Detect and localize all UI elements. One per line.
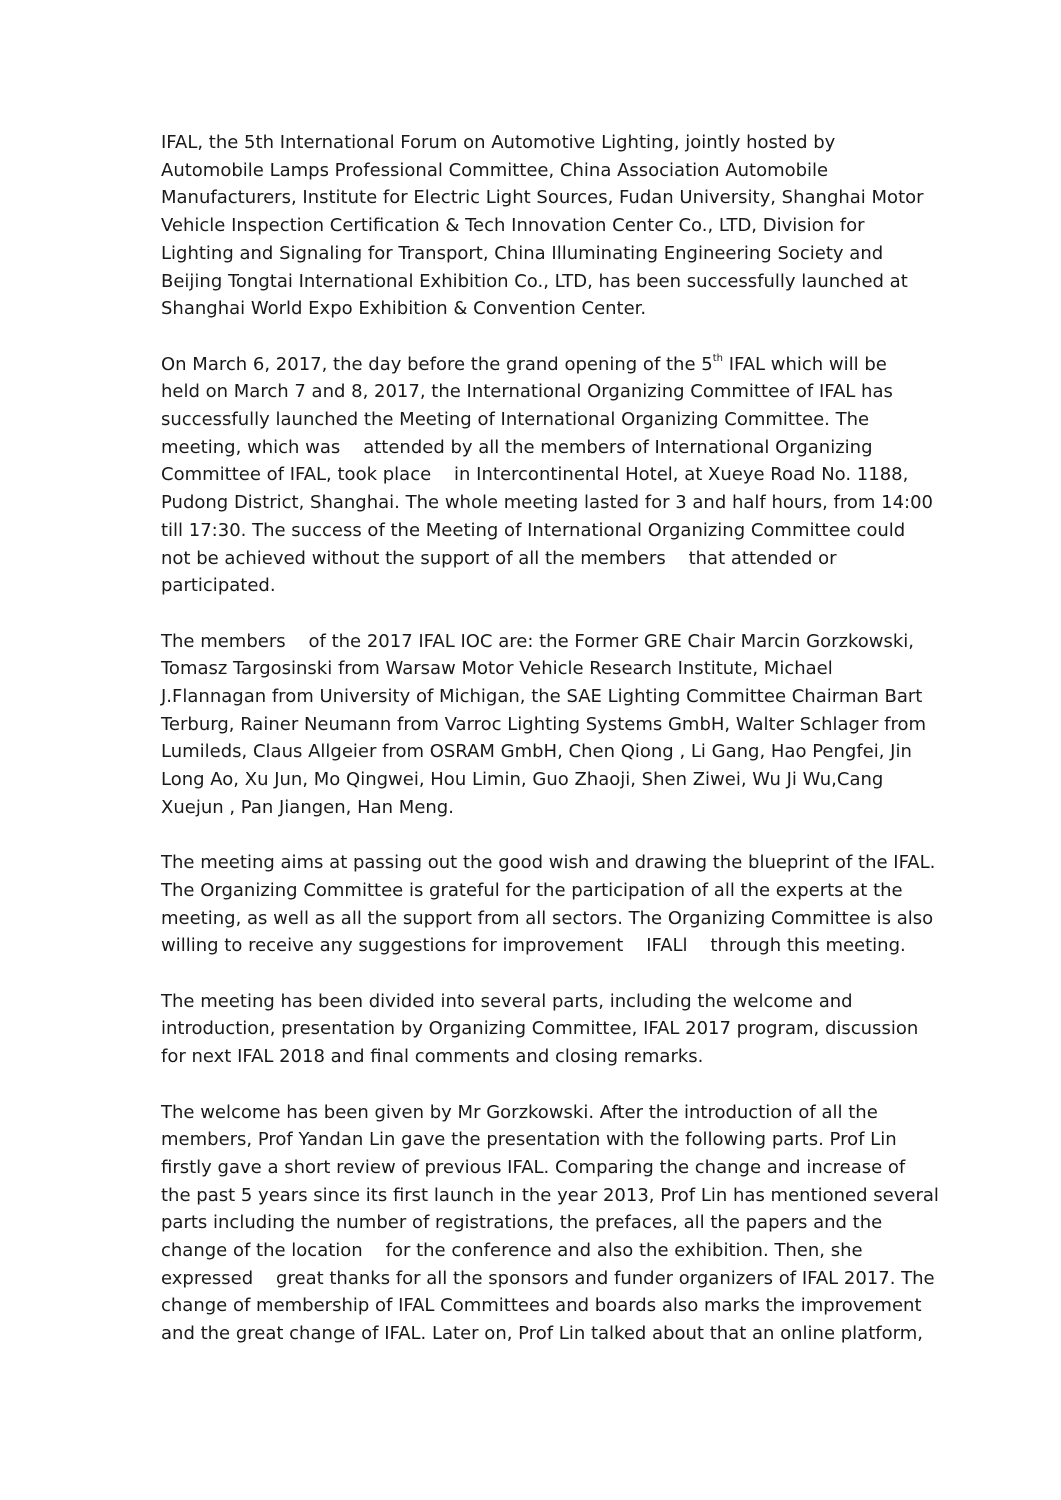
- text-line: The members of the 2017 IFAL IOC are: the Former GRE Chair Marcin Gorzkowski,: [161, 630, 915, 652]
- text-line: [161, 351, 921, 379]
- text-line: Shanghai World Expo Exhibition & Convention Center.: [161, 298, 647, 320]
- text-line: meeting, as well as all the support from all sectors. The Organizing Committee is also: [161, 907, 934, 929]
- text-line: willing to receive any suggestions for improvement IFALl through this meeting.: [161, 935, 906, 957]
- text-line: Vehicle Inspection Certification & Tech Innovation Center Co., LTD, Division for: [161, 215, 865, 237]
- text-line: IFAL, the 5th International Forum on Automotive Lighting, jointly hosted by: [161, 132, 836, 153]
- text-line: held on March 7 and 8, 2017, the International Organizing Committee of IFAL has: [161, 381, 893, 403]
- paragraph-intro: [161, 129, 924, 323]
- document-body: [161, 129, 939, 1376]
- text-line: Beijing Tongtai International Exhibition Co., LTD, has been successfully launched at: [161, 270, 908, 292]
- text-line: introduction, presentation by Organizing Committee, IFAL 2017 program, discussion: [161, 1018, 919, 1040]
- text-line: The Organizing Committee is grateful for the participation of all the experts at the: [161, 879, 903, 901]
- text-line: Automobile Lamps Professional Committee, China Association Automobile: [161, 159, 829, 181]
- text-line: participated.: [161, 575, 276, 597]
- text-line: change of membership of IFAL Committees and boards also marks the improvement: [161, 1295, 922, 1317]
- text-line: Xuejun , Pan Jiangen, Han Meng.: [161, 796, 454, 818]
- text-line: J.Flannagan from University of Michigan, the SAE Lighting Committee Chairman Bart: [161, 686, 923, 708]
- text-line: Committee of IFAL, took place in Intercontinental Hotel, at Xueye Road No. 1188,: [161, 464, 909, 486]
- superscript: th: [712, 352, 723, 364]
- text-line: successfully launched the Meeting of International Organizing Committee. The: [161, 409, 870, 431]
- text-run: IFAL which will be: [722, 353, 887, 375]
- text-line: meeting, which was attended by all the members of International Organizing: [161, 436, 873, 458]
- text-line: members, Prof Yandan Lin gave the presentation with the following parts. Prof Lin: [161, 1129, 897, 1151]
- text-line: Terburg, Rainer Neumann from Varroc Lighting Systems GmbH, Walter Schlager from: [161, 713, 927, 735]
- text-line: till 17:30. The success of the Meeting of International Organizing Committee could: [161, 519, 906, 541]
- text-line: the past 5 years since its first launch in the year 2013, Prof Lin has mentioned several: [161, 1184, 939, 1206]
- text-line: expressed great thanks for all the sponsors and funder organizers of IFAL 2017. The: [161, 1267, 935, 1289]
- text-line: for next IFAL 2018 and final comments and closing remarks.: [161, 1046, 704, 1068]
- text-line: parts including the number of registrations, the prefaces, all the papers and the: [161, 1212, 883, 1234]
- paragraph-meeting-date: [161, 351, 934, 600]
- text-line: Lighting and Signaling for Transport, China Illuminating Engineering Society and: [161, 242, 884, 264]
- paragraph-aims: [161, 849, 936, 960]
- text-line: Tomasz Targosinski from Warsaw Motor Vehicle Research Institute, Michael: [161, 658, 833, 680]
- text-line: firstly gave a short review of previous IFAL. Comparing the change and increase of: [161, 1156, 906, 1178]
- paragraph-parts: [161, 988, 921, 1071]
- text-line: not be achieved without the support of all the members that attended or: [161, 547, 837, 569]
- text-line: Pudong District, Shanghai. The whole meeting lasted for 3 and half hours, from 14:00: [161, 492, 934, 514]
- text-line: Manufacturers, Institute for Electric Light Sources, Fudan University, Shanghai Motor: [161, 187, 924, 209]
- text-line: The meeting aims at passing out the good wish and drawing the blueprint of the IFAL.: [161, 852, 936, 874]
- text-line: and the great change of IFAL. Later on, Prof Lin talked about that an online platform,: [161, 1323, 923, 1345]
- text-line: The meeting has been divided into several parts, including the welcome and: [161, 990, 853, 1012]
- text-line: The welcome has been given by Mr Gorzkowski. After the introduction of all the: [161, 1101, 878, 1123]
- text-line: change of the location for the conference and also the exhibition. Then, she: [161, 1240, 863, 1262]
- text-run: On March 6, 2017, the day before the grand opening of the 5: [161, 353, 713, 375]
- text-line: Lumileds, Claus Allgeier from OSRAM GmbH, Chen Qiong , Li Gang, Hao Pengfei, Jin: [161, 741, 912, 763]
- paragraph-members: [161, 628, 927, 822]
- paragraph-welcome: [161, 1099, 939, 1348]
- text-line: Long Ao, Xu Jun, Mo Qingwei, Hou Limin, Guo Zhaoji, Shen Ziwei, Wu Ji Wu,Cang: [161, 769, 884, 791]
